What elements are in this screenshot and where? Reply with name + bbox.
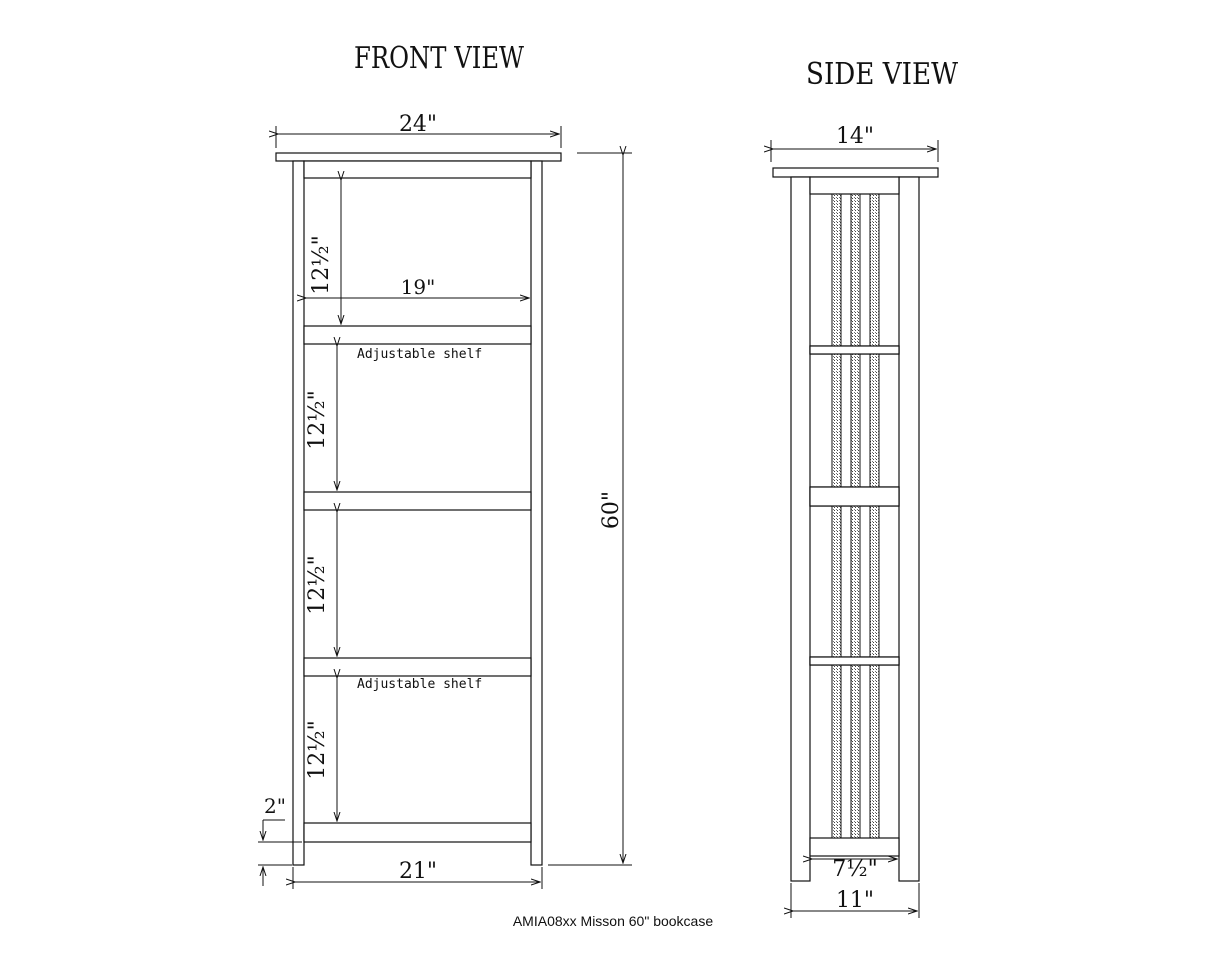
shelf-spacing-label-1: 12½" — [309, 235, 334, 295]
side-bottom-rail — [810, 838, 899, 856]
side-top-board — [773, 168, 938, 177]
shelf-spacing-dimension-3 — [305, 512, 337, 656]
front-height-label: 60" — [599, 490, 624, 530]
front-width-label: 24" — [398, 112, 438, 137]
front-top-board — [276, 153, 561, 161]
foot-height-label: 2" — [264, 794, 286, 818]
front-shelf-1 — [304, 326, 531, 344]
drawing-caption: AMIA08xx Misson 60" bookcase — [512, 913, 714, 929]
side-view-title: SIDE VIEW — [806, 57, 959, 92]
side-depth-label: 14" — [835, 124, 875, 149]
side-slat-1 — [832, 194, 841, 838]
side-slat-3 — [870, 194, 879, 838]
side-back-leg — [899, 177, 919, 881]
side-top-rail — [810, 177, 899, 194]
front-inner-width-label: 19" — [400, 275, 436, 299]
side-base-depth-label: 11" — [835, 888, 875, 913]
front-height-dimension — [548, 153, 632, 865]
side-slats — [810, 194, 899, 838]
side-depth-dimension — [771, 124, 938, 162]
front-shelf-3 — [304, 658, 531, 676]
slat-gap-label: 7½" — [832, 857, 878, 882]
shelf-spacing-label-4: 12½" — [305, 720, 330, 780]
shelf-spacing-label-2: 12½" — [305, 390, 330, 450]
front-right-leg — [531, 161, 542, 865]
front-bottom-shelf — [304, 823, 531, 842]
front-width-dimension — [276, 112, 561, 148]
front-base-width-dimension — [293, 859, 542, 889]
adjustable-shelf-label-2: Adjustable shelf — [357, 677, 483, 692]
side-base-depth-dimension — [791, 883, 919, 918]
side-slat-2 — [851, 194, 860, 838]
front-left-leg — [293, 161, 304, 865]
side-view — [771, 57, 958, 918]
shelf-spacing-dimension-4 — [305, 678, 337, 821]
front-top-rail — [304, 161, 531, 178]
side-front-leg — [791, 177, 810, 881]
shelf-spacing-label-3: 12½" — [305, 555, 330, 615]
front-inner-width-dimension — [306, 275, 529, 299]
shelf-spacing-dimension-1 — [309, 180, 341, 324]
slat-gap-dimension — [812, 857, 897, 882]
front-view-title: FRONT VIEW — [354, 41, 525, 76]
front-base-width-label: 21" — [398, 859, 438, 884]
front-view — [258, 41, 632, 889]
front-shelf-2 — [304, 492, 531, 510]
shelf-spacing-dimension-2 — [305, 346, 337, 490]
adjustable-shelf-label-1: Adjustable shelf — [357, 347, 483, 362]
